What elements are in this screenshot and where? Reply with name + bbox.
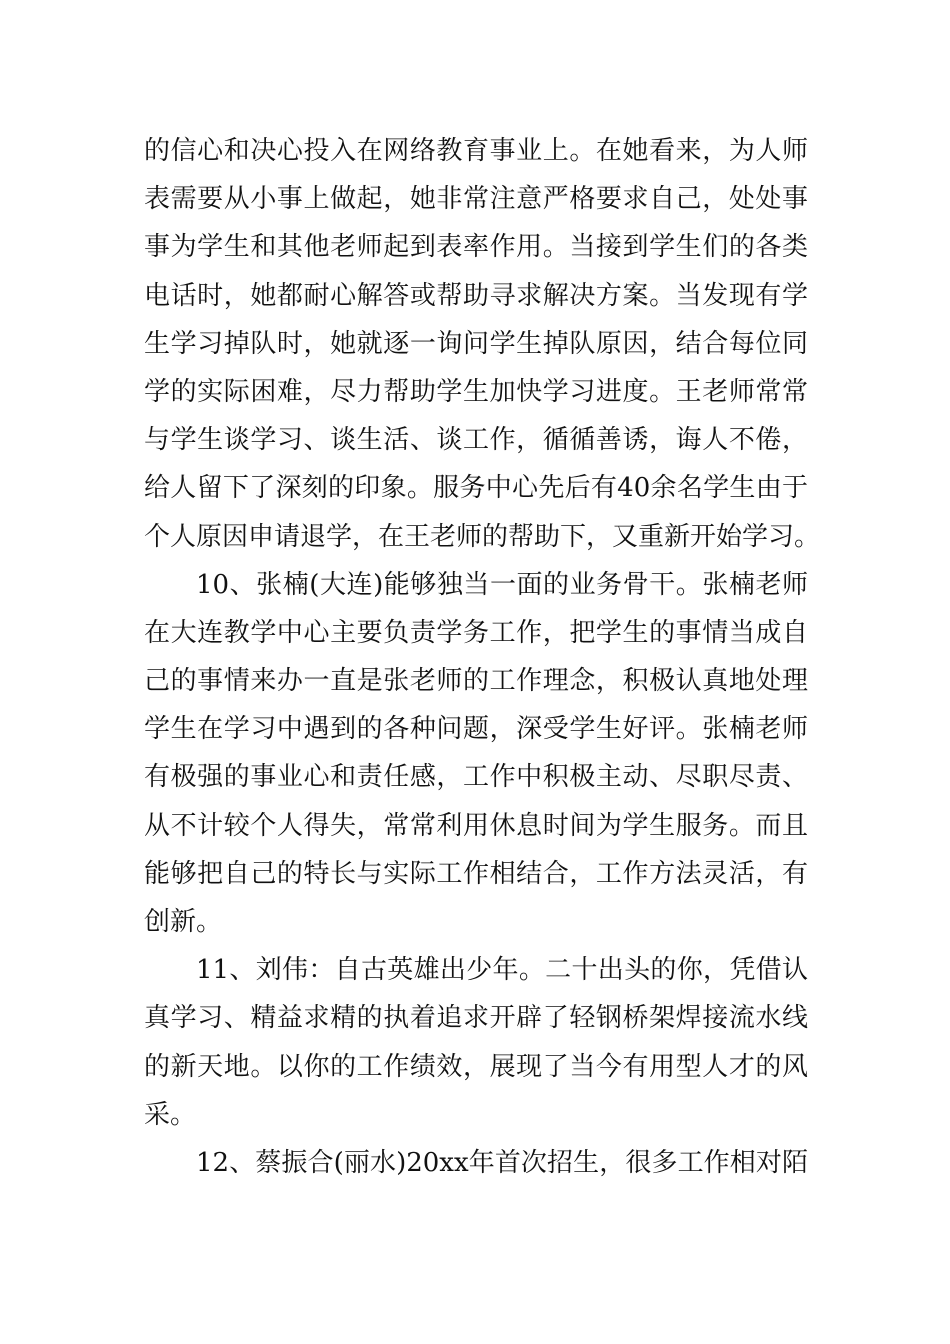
text-line: 个人原因申请退学，在王老师的帮助下，又重新开始学习。 — [144, 521, 821, 552]
text-line: 与学生谈学习、谈生活、谈工作，循循善诱，诲人不倦， — [144, 425, 808, 456]
text-line: 创新。 — [144, 907, 223, 937]
paragraph-start-line: 11、刘伟：自古英雄出少年。二十出头的你，凭借认 — [196, 955, 808, 986]
text-line: 采。 — [144, 1099, 197, 1130]
text-line: 能够把自己的特长与实际工作相结合，工作方法灵活，有 — [144, 858, 808, 889]
text-line: 给人留下了深刻的印象。服务中心先后有40余名学生由于 — [144, 473, 808, 504]
text-line: 电话时，她都耐心解答或帮助寻求解决方案。当发现有学 — [144, 280, 808, 311]
text-line: 在大连教学中心主要负责学务工作，把学生的事情当成自 — [144, 617, 808, 648]
text-line: 从不计较个人得失，常常利用休息时间为学生服务。而且 — [144, 810, 808, 841]
text-line: 的信心和决心投入在网络教育事业上。在她看来，为人师 — [144, 136, 808, 166]
text-line: 事为学生和其他老师起到表率作用。当接到学生们的各类 — [144, 232, 808, 263]
body-text — [144, 127, 821, 1187]
text-line: 生学习掉队时，她就逐一询问学生掉队原因，结合每位同 — [144, 328, 808, 359]
paragraph-start-line: 10、张楠(大连)能够独当一面的业务骨干。张楠老师 — [196, 569, 808, 600]
text-line: 有极强的事业心和责任感，工作中积极主动、尽职尽责、 — [144, 762, 808, 793]
text-line: 真学习、精益求精的执着追求开辟了轻钢桥架焊接流水线 — [144, 1003, 808, 1034]
paragraph-start-line: 12、蔡振合(丽水)20xx年首次招生，很多工作相对陌 — [196, 1147, 808, 1178]
text-line: 学生在学习中遇到的各种问题，深受学生好评。张楠老师 — [144, 714, 808, 745]
text-line: 己的事情来办一直是张老师的工作理念，积极认真地处理 — [144, 666, 808, 697]
text-line: 学的实际困难，尽力帮助学生加快学习进度。王老师常常 — [144, 376, 808, 407]
text-line: 表需要从小事上做起，她非常注意严格要求自己，处处事 — [144, 184, 808, 215]
text-line: 的新天地。以你的工作绩效，展现了当今有用型人才的风 — [144, 1051, 808, 1082]
